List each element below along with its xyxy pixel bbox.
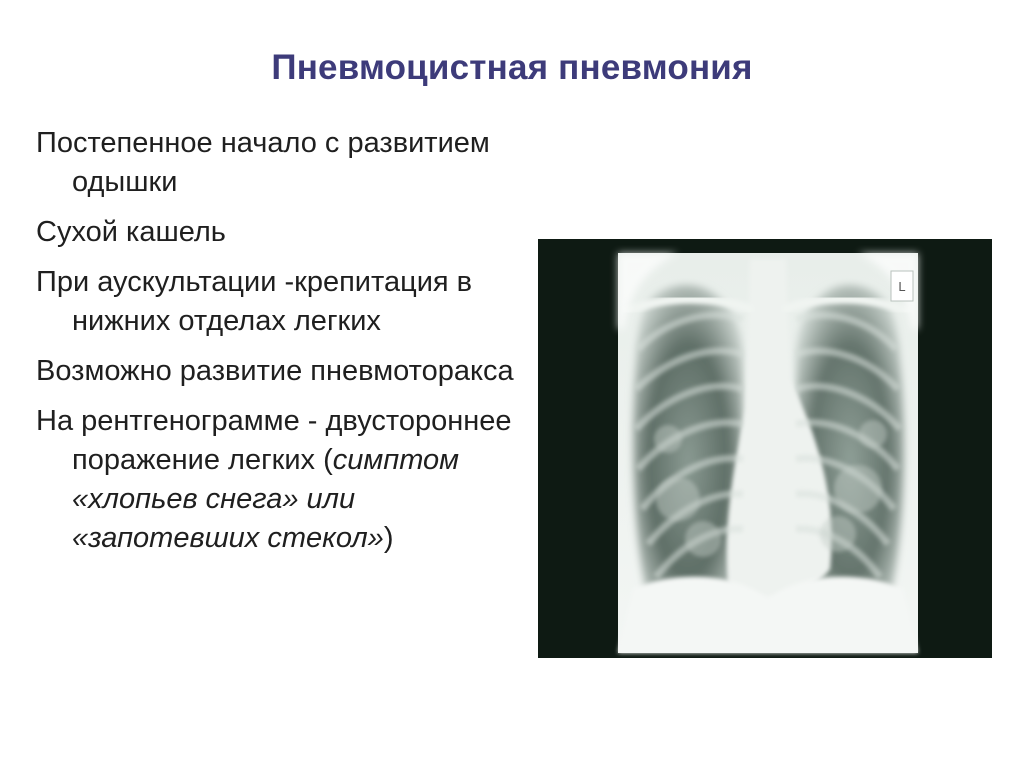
chest-xray-image (538, 239, 992, 658)
bullet-item (36, 213, 526, 252)
bullet-text: При аускультации -крепитация в нижних отделах легких (36, 266, 473, 337)
bullet-item (36, 263, 526, 341)
bullet-item (36, 352, 526, 391)
left-lung-shape (633, 285, 743, 605)
chest-xray-drawing (538, 239, 992, 658)
bullet-text: На рентгенограмме - двустороннее поражение легких ( (36, 405, 512, 476)
bullet-item (36, 402, 526, 558)
bullet-text: Постепенное начало с развитием одышки (36, 127, 490, 198)
bullet-italic-text: симптом «хлопьев снега» или «запотевших стекол» (72, 444, 460, 554)
bullet-item (36, 124, 526, 202)
bullet-text: Возможно развитие пневмоторакса (36, 355, 514, 387)
slide-title: Пневмоцистная пневмония (271, 48, 753, 87)
bullet-list (36, 124, 526, 569)
bullet-tail-text: ) (383, 522, 394, 554)
bullet-text: Сухой кашель (36, 216, 226, 248)
film-marker-letter: L (898, 279, 906, 294)
